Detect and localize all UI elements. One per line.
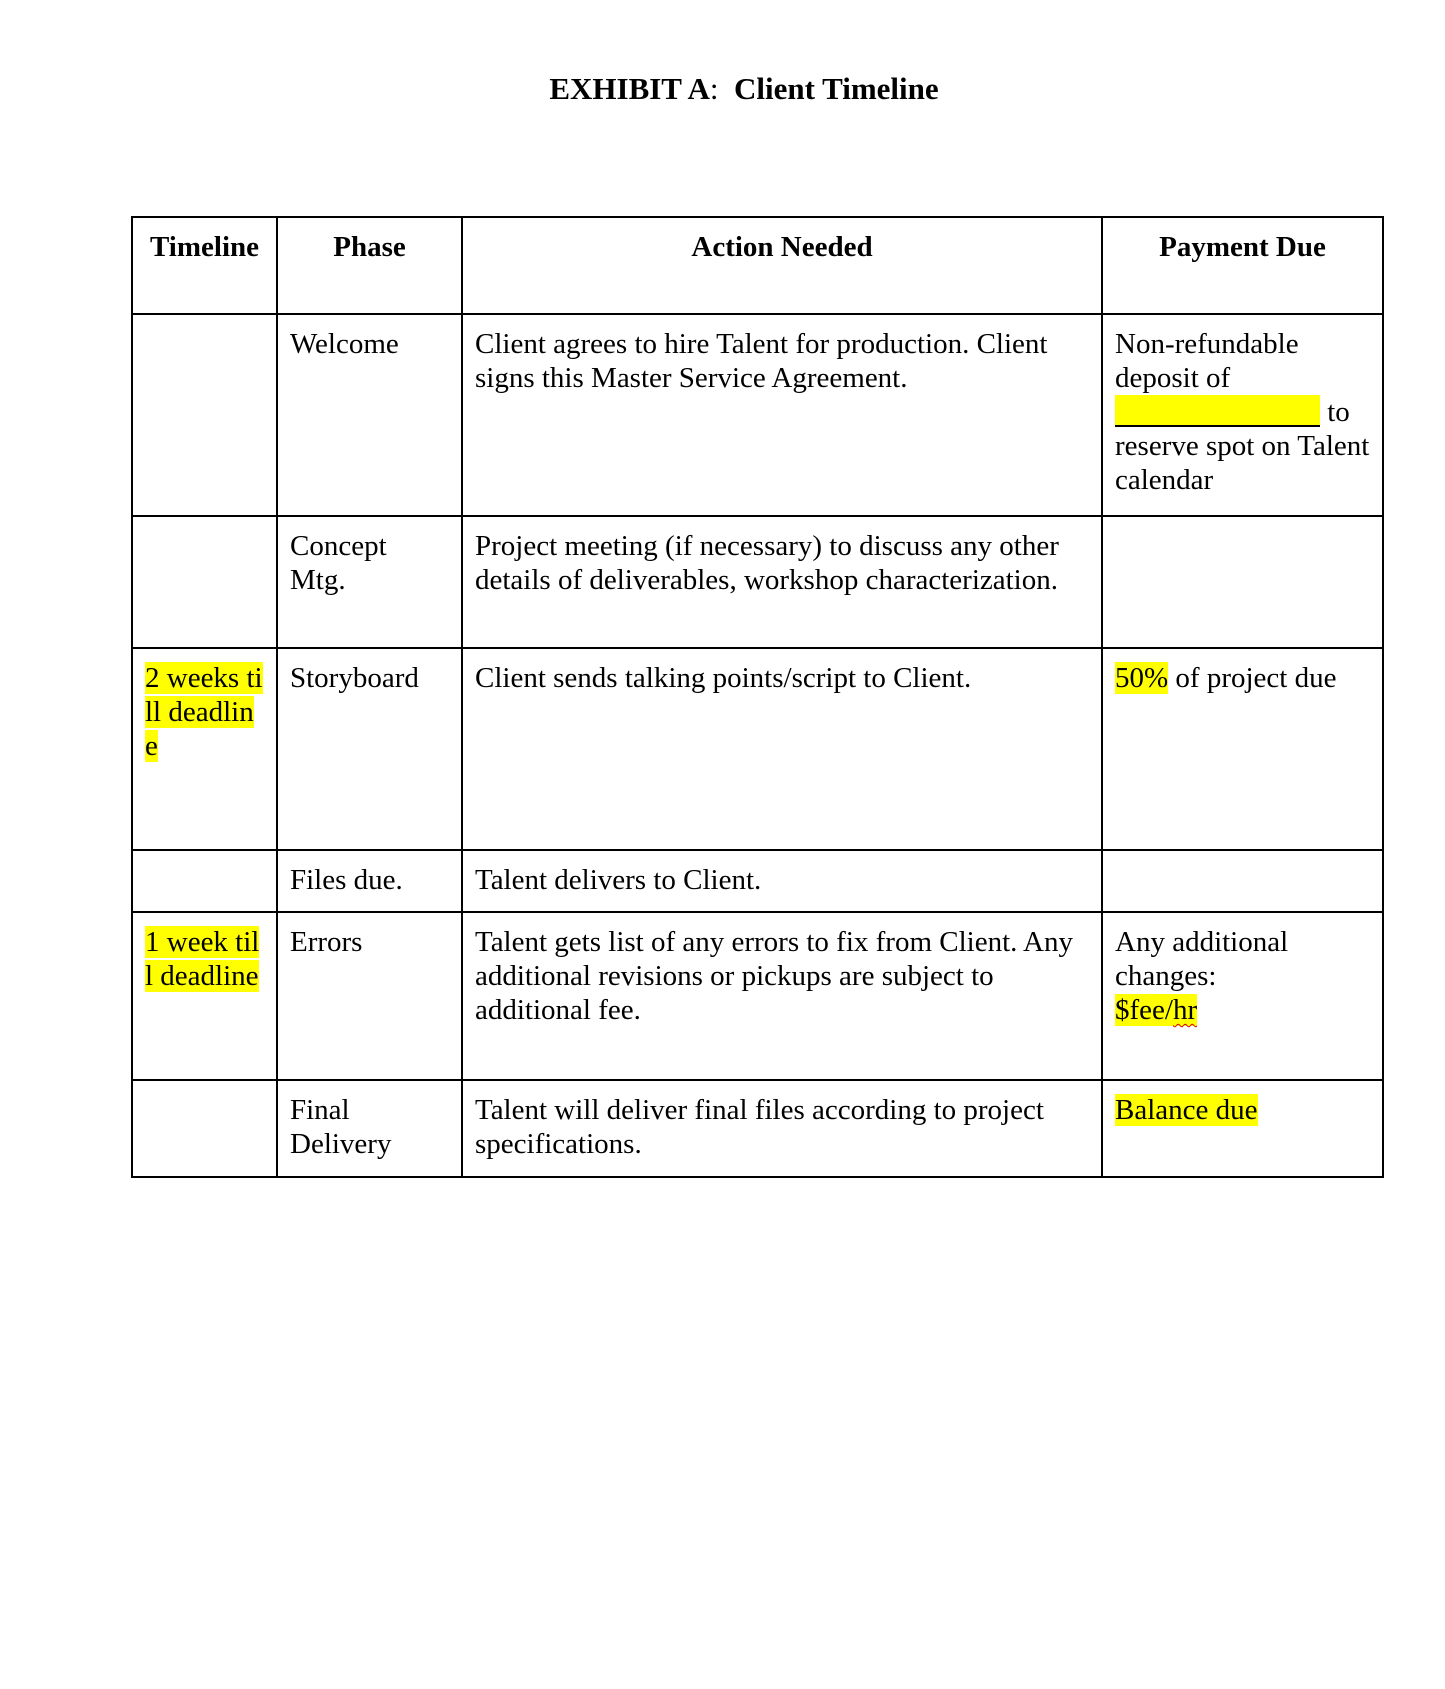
payment-highlight: Balance due	[1115, 1094, 1258, 1126]
table-row	[132, 648, 1383, 850]
table-row	[132, 1080, 1383, 1177]
payment-text-continued: to reserve spot on Talent calendar	[1115, 396, 1370, 496]
header-timeline: Timeline	[132, 217, 277, 314]
cell-action: Project meeting (if necessary) to discuss any other details of deliverables, workshop characterization.	[462, 516, 1102, 648]
title-exhibit: EXHIBIT A	[549, 71, 710, 106]
cell-action: Client sends talking points/script to Client.	[462, 648, 1102, 850]
cell-timeline	[132, 314, 277, 516]
table-header-row	[132, 217, 1383, 314]
header-phase: Phase	[277, 217, 462, 314]
cell-payment	[1102, 314, 1383, 516]
page-title	[0, 70, 1445, 107]
title-colon: :	[709, 71, 719, 106]
cell-payment	[1102, 648, 1383, 850]
cell-phase: Storyboard	[277, 648, 462, 850]
header-payment-due: Payment Due	[1102, 217, 1383, 314]
cell-action: Talent delivers to Client.	[462, 850, 1102, 912]
cell-timeline	[132, 648, 277, 850]
cell-timeline	[132, 516, 277, 648]
payment-text: Any additional changes:	[1115, 926, 1289, 992]
payment-highlight: 50%	[1115, 662, 1169, 694]
cell-payment	[1102, 516, 1383, 648]
cell-phase: Files due.	[277, 850, 462, 912]
cell-action: Client agrees to hire Talent for production. Client signs this Master Service Agreement.	[462, 314, 1102, 516]
fee-rate-prefix: $fee/	[1115, 994, 1173, 1026]
fee-rate-highlight	[1115, 994, 1197, 1026]
cell-timeline	[132, 850, 277, 912]
fee-rate-unit: hr	[1172, 994, 1198, 1026]
cell-phase: Welcome	[277, 314, 462, 516]
timeline-highlight: 2 weeks till deadline	[145, 662, 263, 762]
deposit-amount-blank[interactable]	[1115, 395, 1320, 427]
cell-payment	[1102, 912, 1383, 1080]
cell-phase: Final Delivery	[277, 1080, 462, 1177]
cell-payment	[1102, 850, 1383, 912]
payment-text: Non-refundable deposit of	[1115, 328, 1299, 394]
title-client-timeline: Client Timeline	[733, 71, 939, 106]
client-timeline-table	[131, 216, 1384, 1178]
cell-action: Talent will deliver final files according to project specifications.	[462, 1080, 1102, 1177]
table-row	[132, 850, 1383, 912]
header-action-needed: Action Needed	[462, 217, 1102, 314]
cell-phase: Errors	[277, 912, 462, 1080]
cell-action: Talent gets list of any errors to fix from Client. Any additional revisions or pickups are subject to additional fee.	[462, 912, 1102, 1080]
cell-payment	[1102, 1080, 1383, 1177]
cell-phase: Concept Mtg.	[277, 516, 462, 648]
table-row	[132, 912, 1383, 1080]
payment-text: of project due	[1168, 662, 1337, 694]
table-row	[132, 516, 1383, 648]
timeline-highlight: 1 week till deadline	[145, 926, 260, 992]
cell-timeline	[132, 1080, 277, 1177]
cell-timeline	[132, 912, 277, 1080]
table-row	[132, 314, 1383, 516]
